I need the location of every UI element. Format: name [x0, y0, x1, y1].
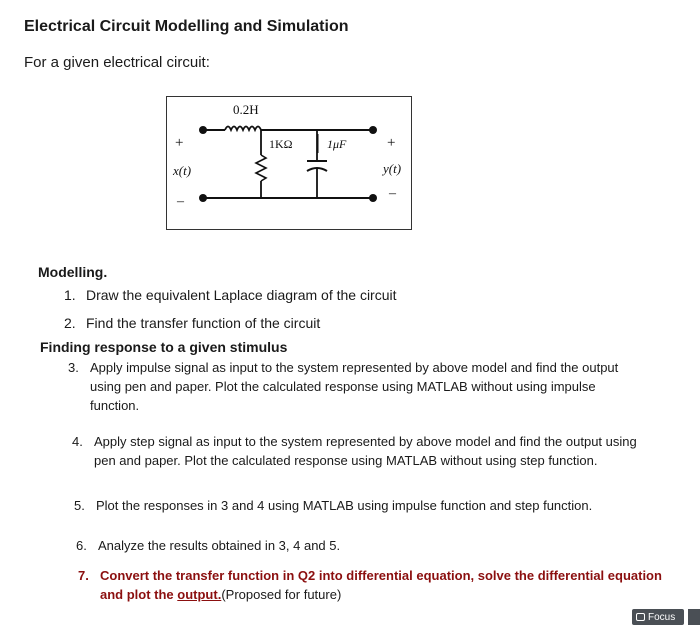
item-text-line: Convert the transfer function in Q2 into differential equation, solve the differential equation — [100, 568, 662, 583]
list-item — [68, 358, 618, 415]
modelling-heading: Modelling. — [38, 264, 108, 280]
response-heading: Finding response to a given stimulus — [40, 339, 288, 355]
output-link[interactable]: output. — [177, 587, 222, 602]
item-text-line: Apply impulse signal as input to the system represented by above model and find the output — [90, 360, 619, 375]
item-text: Analyze the results obtained in 3, 4 and 5. — [98, 538, 341, 553]
item-number: 2. — [64, 315, 76, 331]
circuit-schematic — [167, 97, 411, 229]
item-number: 4. — [72, 434, 83, 449]
document-title: Electrical Circuit Modelling and Simulation — [24, 18, 349, 35]
input-plus-sign: + — [175, 135, 184, 151]
item-text-line: using pen and paper. Plot the calculated response using MATLAB without using impulse — [90, 379, 596, 394]
output-minus-sign: – — [389, 186, 396, 201]
item-text-line: and plot the — [100, 587, 178, 602]
resistor-zigzag — [256, 155, 266, 181]
list-item — [64, 286, 397, 305]
input-label: x(t) — [173, 163, 192, 178]
list-item — [64, 314, 320, 333]
item-text-line: Apply step signal as input to the system represented by above model and find the output using — [94, 434, 637, 449]
item-number: 5. — [74, 498, 85, 513]
inductor-coil — [225, 127, 261, 131]
item-number: 7. — [78, 568, 89, 583]
output-plus-sign: + — [387, 135, 396, 151]
focus-icon — [636, 613, 645, 621]
item-text-line: (Proposed for future) — [221, 587, 342, 602]
circuit-diagram — [166, 96, 412, 230]
inductor-label: 0.2H — [233, 102, 259, 117]
list-item — [76, 536, 340, 555]
input-minus-sign: – — [177, 194, 184, 209]
item-number: 3. — [68, 360, 79, 375]
focus-side-button[interactable] — [688, 609, 700, 625]
output-top-terminal — [369, 126, 377, 134]
item-text: Plot the responses in 3 and 4 using MATLAB using impulse function and step function. — [96, 498, 593, 513]
output-bottom-terminal — [369, 194, 377, 202]
output-label: y(t) — [383, 161, 402, 176]
capacitor-label: 1μF — [327, 137, 347, 151]
item-text-line: function. — [90, 398, 140, 413]
item-number: 6. — [76, 538, 87, 553]
list-item — [72, 432, 637, 470]
item-number: 1. — [64, 287, 76, 303]
focus-label: Focus — [648, 611, 676, 623]
focus-button[interactable] — [632, 609, 684, 625]
list-item — [78, 566, 662, 604]
item-text-line: pen and paper. Plot the calculated response using MATLAB without using step function. — [94, 453, 598, 468]
item-text: Draw the equivalent Laplace diagram of the circuit — [86, 287, 397, 303]
list-item — [74, 496, 592, 515]
resistor-label: 1KΩ — [269, 137, 293, 151]
document-subtitle: For a given electrical circuit: — [24, 54, 210, 71]
item-text: Find the transfer function of the circuit — [86, 315, 321, 331]
